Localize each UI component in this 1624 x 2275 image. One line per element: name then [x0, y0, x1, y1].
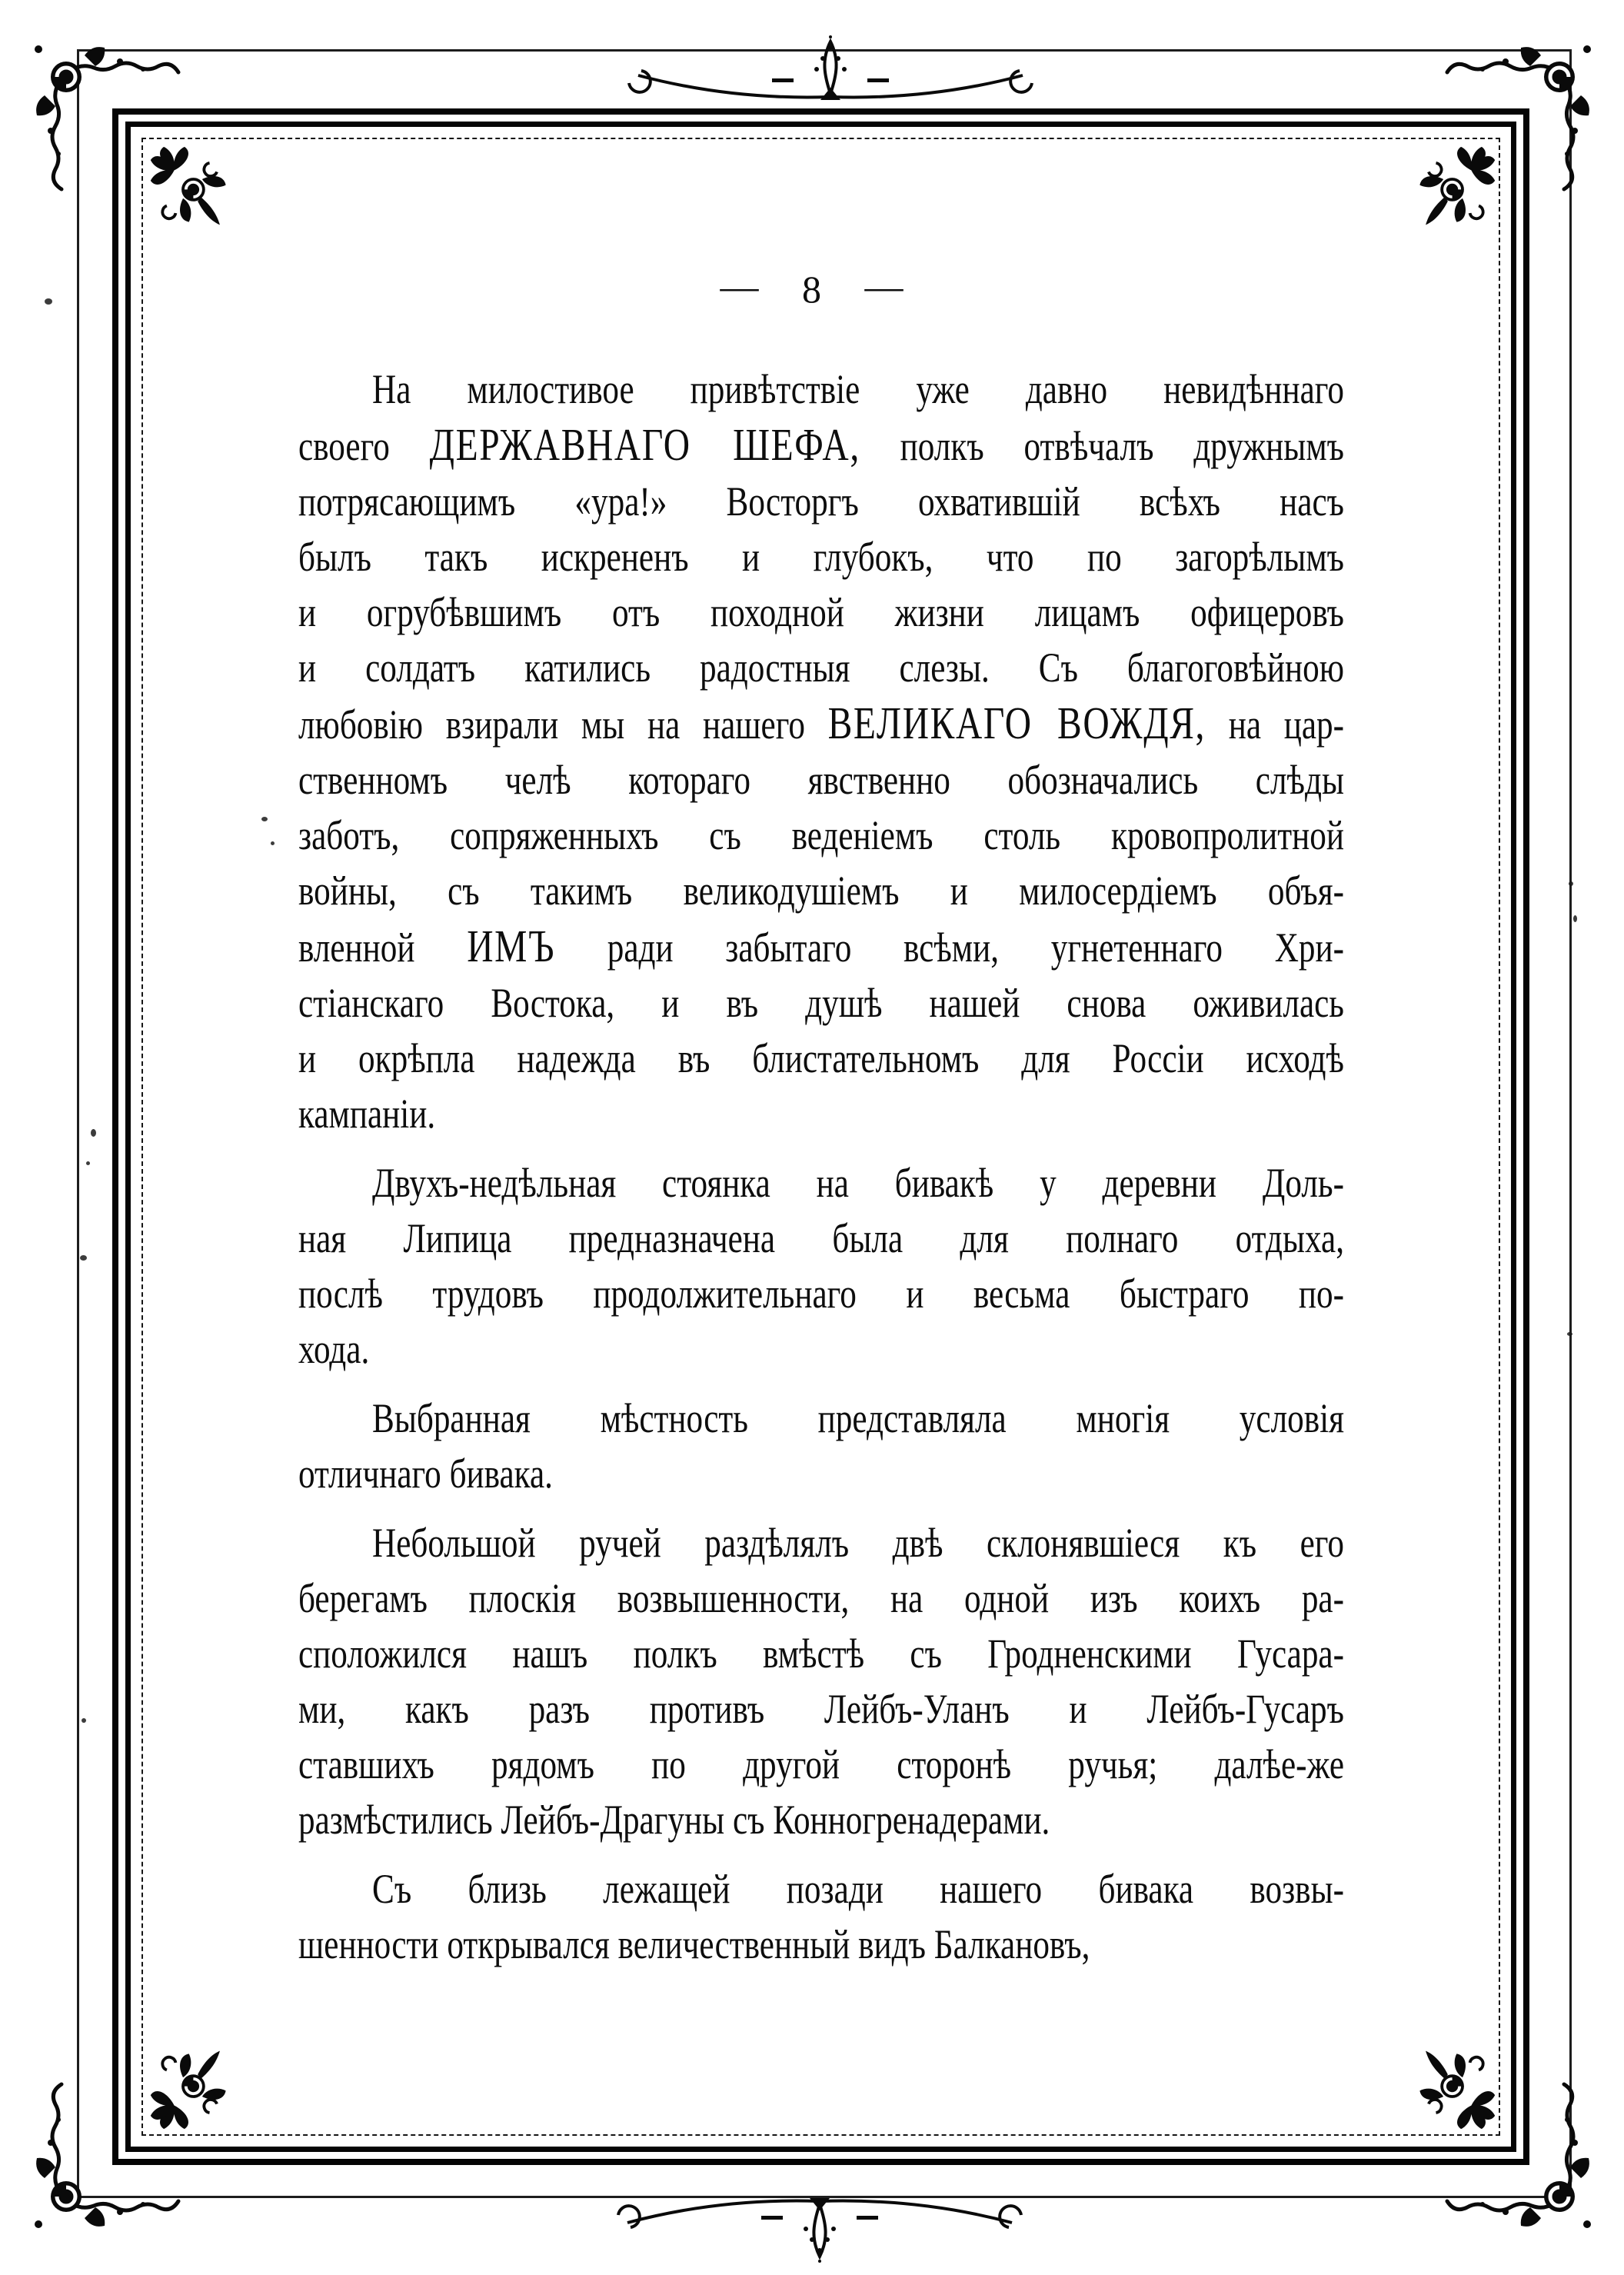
scan-speck [261, 817, 268, 821]
text-segment: ми, какъ разъ противъ Лейбъ-Уланъ и Лейбъ-Гусаръ [298, 1686, 1344, 1732]
text-segment: кампаніи. [298, 1091, 436, 1137]
paragraph [298, 1391, 1344, 1501]
paragraph [298, 1155, 1344, 1377]
text-segment: На милостивое привѣтствіе уже давно невидѣннаго [372, 366, 1344, 412]
text-segment: стіанскаго Востока, и въ душѣ нашей снова оживилась [298, 980, 1344, 1026]
text-segment: Небольшой ручей раздѣлялъ двѣ склонявшіеся къ его [372, 1520, 1344, 1566]
emphasized-caps-text: ИМЪ [467, 921, 556, 971]
scan-speck [271, 841, 275, 845]
page-number: 8 [802, 268, 822, 311]
lace-corner-icon [28, 2081, 181, 2235]
text-segment: отличнаго бивака. [298, 1451, 553, 1497]
page-number-dash-right: — [864, 265, 904, 308]
text-segment: Двухъ-недѣльная стоянка на бивакѣ у деревни Доль- [372, 1160, 1344, 1206]
text-segment: ная Липица предназначена была для полнаго отдыха, [298, 1215, 1344, 1261]
scan-speck [91, 1129, 96, 1137]
text-segment: своего [298, 423, 430, 469]
text-line [298, 529, 1344, 585]
text-line [298, 918, 1344, 975]
text-line [298, 640, 1344, 695]
text-segment: заботъ, сопряженныхъ съ веденіемъ столь кровопролитной [298, 812, 1344, 858]
text-line [298, 1391, 1344, 1446]
text-line [298, 1446, 1344, 1501]
text-segment: и огрубѣвшимъ отъ походной жизни лицамъ офицеровъ [298, 589, 1344, 635]
text-segment: размѣстились Лейбъ-Драгуны съ Конногренадерами. [298, 1797, 1050, 1843]
text-line [298, 1626, 1344, 1681]
scan-speck [1567, 1332, 1572, 1336]
swash-divider-icon [615, 32, 1046, 109]
paragraph [298, 1515, 1344, 1847]
emphasized-caps-text: ВЕЛИКАГО ВОЖДЯ, [827, 698, 1206, 748]
text-block [298, 361, 1344, 1972]
text-line [298, 808, 1344, 863]
text-line [298, 863, 1344, 918]
text-line [298, 752, 1344, 808]
text-line [298, 1155, 1344, 1211]
text-segment: шенности открывался величественный видъ Балкановъ, [298, 1921, 1090, 1967]
text-segment: сположился нашъ полкъ вмѣстѣ съ Гродненскими Гусара- [298, 1630, 1344, 1677]
text-segment: и окрѣпла надежда въ блистательномъ для Россіи исходѣ [298, 1035, 1344, 1081]
page-number-row [0, 265, 1624, 311]
text-segment: потрясающимъ «ура!» Восторгъ охватившій всѣхъ насъ [298, 478, 1344, 525]
text-segment: полкъ отвѣчалъ дружнымъ [860, 423, 1344, 469]
text-line [298, 975, 1344, 1031]
text-segment: Съ близь лежащей позади нашего бивака возвы- [372, 1866, 1344, 1912]
text-line [298, 695, 1344, 752]
scan-speck [1569, 881, 1573, 886]
text-line [298, 1086, 1344, 1141]
scan-speck [1573, 915, 1577, 922]
page-number-dash-left: — [720, 265, 760, 308]
text-segment: послѣ трудовъ продолжительнаго и весьма быстраго по- [298, 1271, 1344, 1317]
text-segment: и солдатъ катились радостныя слезы. Съ благоговѣйною [298, 645, 1344, 691]
text-line [298, 1571, 1344, 1626]
text-segment: ственномъ челѣ котораго явственно обозначались слѣды [298, 757, 1344, 803]
lace-corner-icon [1444, 38, 1598, 192]
scan-speck [86, 1161, 90, 1165]
text-line [298, 1917, 1344, 1972]
lace-corner-icon [28, 38, 181, 192]
text-segment: берегамъ плоскія возвышенности, на одной изъ коихъ ра- [298, 1575, 1344, 1621]
text-line [298, 361, 1344, 417]
text-line [298, 1515, 1344, 1571]
text-segment: вленной [298, 924, 468, 971]
text-line [298, 474, 1344, 529]
paragraph [298, 361, 1344, 1141]
scan-speck [45, 298, 52, 305]
paragraph [298, 1861, 1344, 1972]
text-segment: Выбранная мѣстность представляла многія условія [372, 1395, 1344, 1441]
text-line [298, 585, 1344, 640]
text-segment: хода. [298, 1326, 370, 1372]
text-line [298, 1266, 1344, 1321]
text-line [298, 1681, 1344, 1737]
text-segment: любовію взирали мы на нашего [298, 701, 828, 748]
swash-divider-icon [604, 2189, 1035, 2266]
text-segment: ставшихъ рядомъ по другой сторонѣ ручья; далѣе-же [298, 1741, 1344, 1787]
text-segment: ради забытаго всѣми, угнетеннаго Хри- [555, 924, 1344, 971]
emphasized-caps-text: ДЕРЖАВНАГО ШЕФА, [429, 419, 860, 470]
text-line [298, 1737, 1344, 1792]
text-line [298, 1861, 1344, 1917]
text-segment: на цар- [1206, 701, 1344, 748]
scan-speck [80, 1255, 87, 1261]
text-line [298, 1792, 1344, 1847]
text-segment: былъ такъ искрененъ и глубокъ, что по загорѣлымъ [298, 534, 1344, 580]
scan-speck [82, 1718, 86, 1723]
text-segment: войны, съ такимъ великодушіемъ и милосердіемъ объя- [298, 868, 1344, 914]
text-line [298, 417, 1344, 474]
text-line [298, 1321, 1344, 1377]
text-line [298, 1031, 1344, 1086]
text-line [298, 1211, 1344, 1266]
lace-corner-icon [1444, 2081, 1598, 2235]
